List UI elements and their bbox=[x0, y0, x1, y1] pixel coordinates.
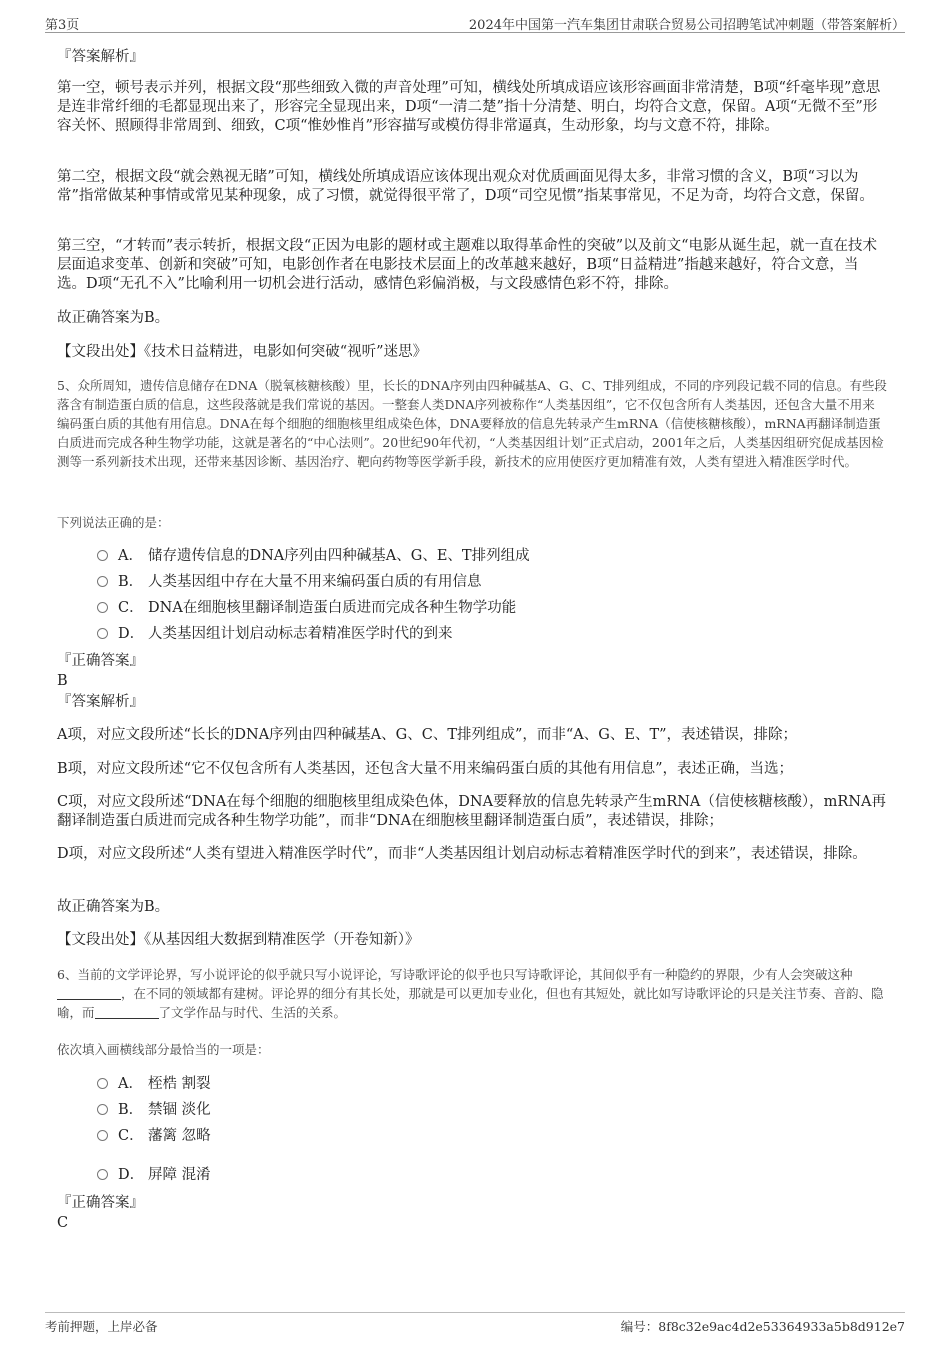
q5-stem: 5、众所周知，遗传信息储存在DNA（脱氧核糖核酸）里，长长的DNA序列由四种碱基A、G、C、T排列组成，不同的序列段记载不同的信息。有些段落含有制造蛋白质的信息，这些段落就是我们常说的基因。一整套人类DNA序列被称作“人类基因组”，它不仅包含所有人类基因，还包含大量不用来编码蛋白质的其他有用信息。DNA在每个细胞的细胞核里组成染色体，DNA要释放的信息先转录产生mRNA（信使核糖核酸），mRNA再翻译制造蛋白质进而完成各种生物学功能，这就是著名的“中心法则”。20世纪90年代初，“人类基因组计划”正式启动，2001年之后，人类基因组研究促成基因检测等一系列新技术出现，还带来基因诊断、基因治疗、靶向药物等医学新手段，新技术的应用使医疗更加精准有效，人类有望进入精准医学时代。 bbox=[57, 378, 887, 469]
q5-analysis-c: C项，对应文段所述“DNA在每个细胞的细胞核里组成染色体，DNA要释放的信息先转录产生mRNA（信使核糖核酸），mRNA再翻译制造蛋白质进而完成各种生物学功能”，而非“DNA在细胞核里翻译制造蛋白质”，表述错误，排除； bbox=[57, 794, 886, 829]
q6-option-a[interactable]: A． 桎梏 割裂 bbox=[97, 1075, 211, 1094]
q5-analysis-d: D项，对应文段所述“人类有望进入精准医学时代”，而非“人类基因组计划启动标志着精准医学时代的到来”，表述错误，排除。 bbox=[57, 846, 867, 862]
radio-icon[interactable] bbox=[97, 576, 108, 587]
document-id: 编号：8f8c32e9ac4d2e53364933a5b8d912e7 bbox=[620, 1319, 905, 1334]
q5-option-a[interactable]: A． 储存遗传信息的DNA序列由四种碱基A、G、E、T排列组成 bbox=[97, 547, 530, 566]
q5-prompt: 下列说法正确的是： bbox=[57, 515, 170, 530]
page-header bbox=[45, 12, 905, 33]
q5-answer-label: 『正确答案』 bbox=[57, 653, 144, 669]
q4-analysis-label: 『答案解析』 bbox=[57, 49, 144, 65]
q6-option-b[interactable]: B． 禁锢 淡化 bbox=[97, 1101, 211, 1120]
q6-answer: C bbox=[57, 1215, 69, 1231]
radio-icon[interactable] bbox=[97, 550, 108, 561]
q6-prompt: 依次填入画横线部分最恰当的一项是： bbox=[57, 1042, 270, 1057]
q4-analysis-paragraph-3: 第三空，“才转而”表示转折，根据文段“正因为电影的题材或主题难以取得革命性的突破”以及前文“电影从诞生起，就一直在技术层面追求变革、创新和突破”可知，电影创作者在电影技术层面上的改革越来越好，B项“日益精进”指越来越好，符合文意，当选。D项“无孔不入”比喻利用一切机会进行活动，感情色彩偏消极，与文段感情色彩不符，排除。 bbox=[57, 238, 878, 292]
q5-analysis-label: 『答案解析』 bbox=[57, 694, 144, 710]
q5-conclusion: 故正确答案为B。 bbox=[57, 899, 170, 915]
q5-analysis-b: B项，对应文段所述“它不仅包含所有人类基因，还包含大量不用来编码蛋白质的其他有用信息”，表述正确，当选； bbox=[57, 761, 793, 777]
q5-source: 【文段出处】《从基因组大数据到精准医学（开卷知新）》 bbox=[57, 932, 420, 948]
radio-icon[interactable] bbox=[97, 1078, 108, 1089]
q5-answer: B bbox=[57, 673, 68, 689]
q4-source: 【文段出处】《技术日益精进，电影如何突破“视听”迷思》 bbox=[57, 344, 428, 360]
q5-option-c[interactable]: C． DNA在细胞核里翻译制造蛋白质进而完成各种生物学功能 bbox=[97, 599, 516, 618]
page-number: 第3页 bbox=[45, 18, 80, 33]
radio-icon[interactable] bbox=[97, 1130, 108, 1141]
q4-analysis-paragraph-2: 第二空，根据文段“就会熟视无睹”可知，横线处所填成语应该体现出观众对优质画面见得太多，非常习惯的含义，B项“习以为常”指常做某种事情或常见某种现象，成了习惯，就觉得很平常了，D项“司空见惯”指某事常见，不足为奇，均符合文意，保留。 bbox=[57, 169, 874, 204]
radio-icon[interactable] bbox=[97, 602, 108, 613]
footer-slogan: 考前押题，上岸必备 bbox=[45, 1319, 158, 1334]
q6-option-d[interactable]: D． 屏障 混淆 bbox=[97, 1166, 211, 1185]
radio-icon[interactable] bbox=[97, 628, 108, 639]
q6-answer-label: 『正确答案』 bbox=[57, 1195, 144, 1211]
fill-blank-2 bbox=[95, 1006, 159, 1019]
q4-conclusion: 故正确答案为B。 bbox=[57, 310, 170, 326]
q6-stem: 6、当前的文学评论界，写小说评论的似乎就只写小说评论，写诗歌评论的似乎也只写诗歌评论，其间似乎有一种隐约的界限，少有人会突破这种，在不同的领域都有建树。评论界的细分有其长处，那就是可以更加专业化，但也有其短处，就比如写诗歌评论的只是关注节奏、音韵、隐喻，而 了文学作品与时代、生活的关系。 bbox=[57, 967, 884, 1020]
radio-icon[interactable] bbox=[97, 1104, 108, 1115]
page-footer bbox=[45, 1312, 905, 1335]
radio-icon[interactable] bbox=[97, 1169, 108, 1180]
q6-option-c[interactable]: C． 藩篱 忽略 bbox=[97, 1127, 211, 1146]
fill-blank-1 bbox=[57, 987, 121, 1000]
q5-option-b[interactable]: B． 人类基因组中存在大量不用来编码蛋白质的有用信息 bbox=[97, 573, 482, 592]
document-title: 2024年中国第一汽车集团甘肃联合贸易公司招聘笔试冲刺题（带答案解析） bbox=[468, 18, 905, 33]
q5-analysis-a: A项，对应文段所述“长长的DNA序列由四种碱基A、G、C、T排列组成”，而非“A、G、E、T”，表述错误，排除； bbox=[57, 727, 798, 743]
q5-option-d[interactable]: D． 人类基因组计划启动标志着精准医学时代的到来 bbox=[97, 625, 453, 644]
q4-analysis-paragraph-1: 第一空，顿号表示并列，根据文段“那些细致入微的声音处理”可知，横线处所填成语应该形容画面非常清楚，B项“纤毫毕现”意思是连非常纤细的毛都显现出来了，形容完全显现出来，D项“一清二楚”指十分清楚、明白，均符合文意，保留。A项“无微不至”形容关怀、照顾得非常周到、细致，C项“惟妙惟肖”形容描写或模仿得非常逼真，生动形象，均与文意不符，排除。 bbox=[57, 80, 881, 134]
